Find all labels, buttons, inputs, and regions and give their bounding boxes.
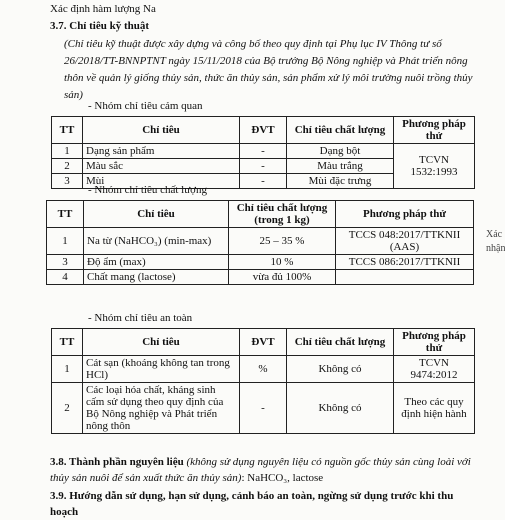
header-method: Phương pháp thử: [394, 117, 475, 144]
header-quality: Chỉ tiêu chất lượng (trong 1 kg): [229, 201, 336, 228]
table-row: [47, 255, 474, 270]
row-unit: -: [240, 383, 287, 434]
header-criterion: Chỉ tiêu: [83, 329, 240, 356]
row-quality: Màu trắng: [287, 159, 394, 174]
table-row: [47, 270, 474, 285]
row-tt: 1: [47, 228, 84, 255]
table-row: [52, 144, 475, 159]
side-margin-text: Xác nhận: [486, 229, 505, 254]
row-method: TCCS 048:2017/TTKNII (AAS): [336, 228, 474, 255]
group3-title: - Nhóm chỉ tiêu an toàn: [88, 312, 193, 324]
row-quality: Dạng bột: [287, 144, 394, 159]
header-unit: ĐVT: [240, 117, 287, 144]
section-38-note: (không sử dụng nguyên liệu có nguồn gốc thủy sản cùng loài với thủy sản nuôi để sản xuất thức ăn thủy sản): [50, 456, 471, 484]
row-unit: -: [240, 144, 287, 159]
row-quality: Không có: [287, 356, 394, 383]
header-criterion: Chỉ tiêu: [84, 201, 229, 228]
row-quality: Mùi đặc trưng: [287, 174, 394, 189]
row-method: Theo các quy định hiện hành: [394, 383, 475, 434]
row-method: [336, 270, 474, 285]
row-quality: 10 %: [229, 255, 336, 270]
row-unit: %: [240, 356, 287, 383]
row-quality: vừa đủ 100%: [229, 270, 336, 285]
row-tt: 3: [47, 255, 84, 270]
row-criterion: Chất mang (lactose): [84, 270, 229, 285]
row-criterion: Màu sắc: [83, 159, 240, 174]
row-tt: 4: [47, 270, 84, 285]
row-criterion: Na từ (NaHCO₃) (min-max): [84, 228, 229, 255]
group2-title: - Nhóm chỉ tiêu chất lượng: [88, 184, 208, 196]
row-criterion: Dạng sản phẩm: [83, 144, 240, 159]
row-tt: 2: [52, 383, 83, 434]
section-37-intro: (Chỉ tiêu kỹ thuật được xây dựng và công bố theo quy định tại Phụ lục IV Thông tư số 26/2018/TT-BNNPTNT ngày 15/11/2018 của Bộ trưởng Bộ Nông nghiệp và Phát triển nông thôn về quản lý giống thủy sản, thức ăn thủy sản, sản phẩm xử lý môi trường nuôi trồng thủy sản): [64, 38, 473, 101]
row-tt: 3: [52, 174, 83, 189]
header-quality: Chỉ tiêu chất lượng: [287, 329, 394, 356]
header-tt: TT: [47, 201, 84, 228]
row-method: TCVN 9474:2012: [394, 356, 475, 383]
section-39-title: 3.9. Hướng dẫn sử dụng, hạn sử dụng, cảnh báo an toàn, ngừng sử dụng trước khi thu hoạch: [50, 490, 454, 518]
header-method: Phương pháp thử: [336, 201, 474, 228]
row-method: TCCS 086:2017/TTKNII: [336, 255, 474, 270]
table-row: [52, 356, 475, 383]
safety-table: [51, 328, 475, 434]
table-header-row: [47, 201, 474, 228]
row-tt: 2: [52, 159, 83, 174]
header-method: Phương pháp thử: [394, 329, 475, 356]
table-row: [47, 228, 474, 255]
header-quality: Chỉ tiêu chất lượng: [287, 117, 394, 144]
row-method: TCVN 1532:1993: [394, 144, 475, 189]
header-tt: TT: [52, 117, 83, 144]
table-header-row: [52, 117, 475, 144]
row-criterion: Mùi: [83, 174, 240, 189]
row-criterion: Độ ẩm (max): [84, 255, 229, 270]
header-tt: TT: [52, 329, 83, 356]
group1-title: - Nhóm chỉ tiêu cảm quan: [88, 100, 203, 112]
section-38-title: 3.8. Thành phần nguyên liệu: [50, 456, 184, 468]
quality-table: [46, 200, 474, 285]
header-unit: ĐVT: [240, 329, 287, 356]
table-header-row: [52, 329, 475, 356]
row-criterion: Các loại hóa chất, kháng sinh cấm sử dụng theo quy định của Bộ Nông nghiệp và Phát triển nông thôn: [83, 383, 240, 434]
table-row: [52, 383, 475, 434]
row-tt: 1: [52, 356, 83, 383]
header-criterion: Chỉ tiêu: [83, 117, 240, 144]
row-criterion: Cát sạn (khoáng không tan trong HCl): [83, 356, 240, 383]
top-line: Xác định hàm lượng Na: [50, 3, 156, 15]
row-tt: 1: [52, 144, 83, 159]
section-38-value: : NaHCO₃, lactose: [241, 472, 324, 484]
row-unit: -: [240, 174, 287, 189]
section-37-title: 3.7. Chỉ tiêu kỹ thuật: [50, 20, 150, 32]
sensory-table: [51, 116, 475, 189]
row-quality: 25 – 35 %: [229, 228, 336, 255]
row-unit: -: [240, 159, 287, 174]
row-quality: Không có: [287, 383, 394, 434]
section-38: [50, 454, 480, 486]
